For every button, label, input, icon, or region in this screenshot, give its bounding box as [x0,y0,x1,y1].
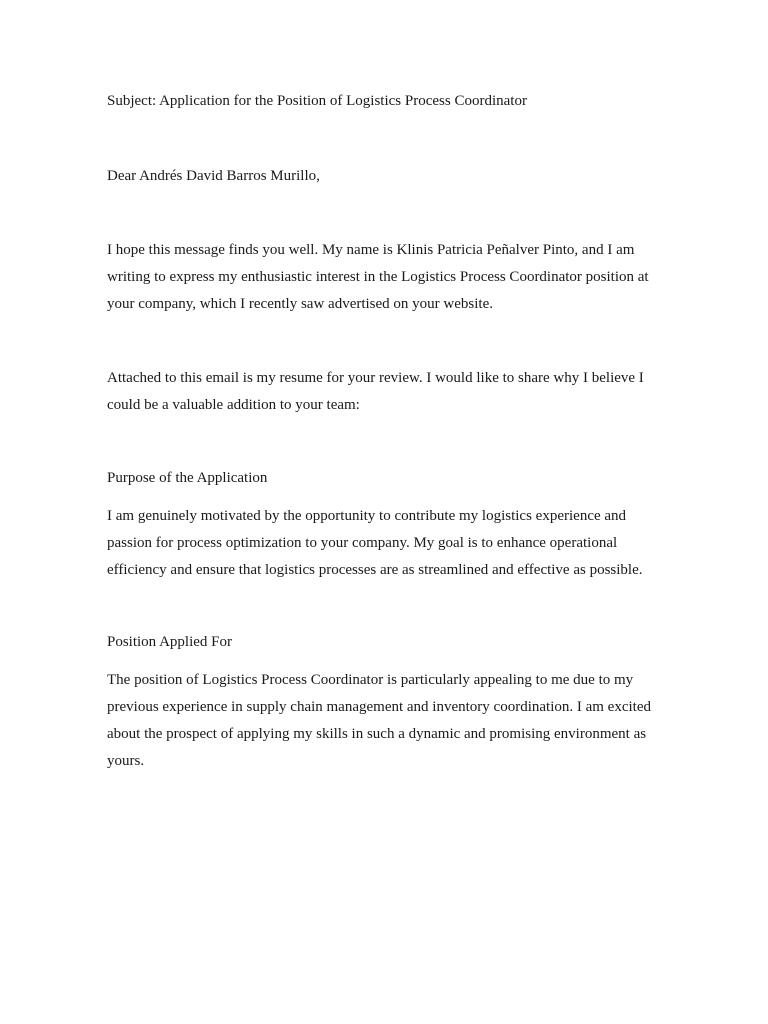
subject-line: Subject: Application for the Position of Logistics Process Coordinator [107,93,527,109]
section-heading-purpose: Purpose of the Application [107,470,268,486]
intro-paragraph: I hope this message finds you well. My name is Klinis Patricia Peñalver Pinto, and I am writing to express my enthusiastic interest in the Logistics Process Coordinator position at your company, which I recently saw advertised on your website. [107,242,649,312]
attachment-paragraph: Attached to this email is my resume for your review. I would like to share why I believe I could be a valuable addition to your team: [107,370,644,413]
section-body-purpose: I am genuinely motivated by the opportunity to contribute my logistics experience and passion for process optimization to your company. My goal is to enhance operational efficiency and ensure that logistics processes are as streamlined and effective as possible. [107,508,643,578]
section-body-position: The position of Logistics Process Coordinator is particularly appealing to me due to my previous experience in supply chain management and inventory coordination. I am excited about the prospect of applying my skills in such a dynamic and promising environment as yours. [107,672,651,769]
section-heading-position: Position Applied For [107,634,233,650]
salutation: Dear Andrés David Barros Murillo, [107,168,320,184]
